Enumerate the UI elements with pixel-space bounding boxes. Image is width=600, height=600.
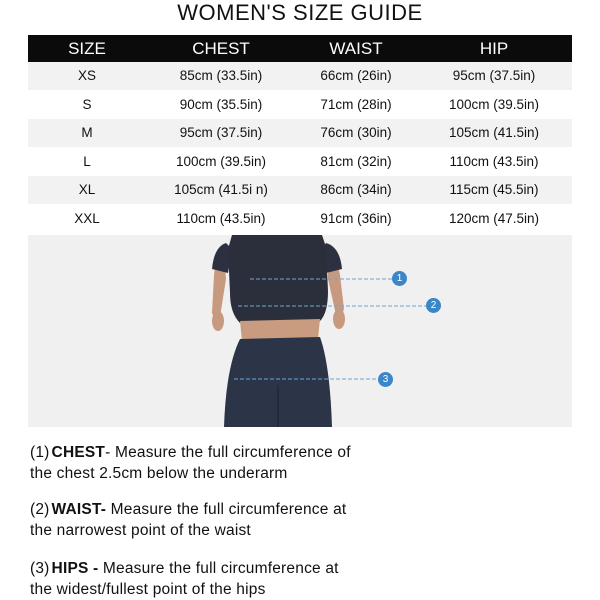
waist-cell: 76cm (30in) bbox=[296, 119, 416, 148]
size-cell: M bbox=[28, 119, 146, 148]
instruction-line1: Measure the full circumference at bbox=[106, 501, 347, 518]
hip-cell: 95cm (37.5in) bbox=[416, 62, 572, 90]
header-waist: WAIST bbox=[296, 35, 416, 62]
instruction-line2: the chest 2.5cm below the underarm bbox=[30, 465, 288, 482]
size-cell: XS bbox=[28, 62, 146, 90]
model-photo bbox=[28, 235, 572, 427]
hip-cell: 110cm (43.5in) bbox=[416, 147, 572, 176]
table-row bbox=[28, 176, 572, 205]
chest-marker: 1 bbox=[392, 271, 407, 286]
size-cell: L bbox=[28, 147, 146, 176]
size-cell: XXL bbox=[28, 204, 146, 233]
instruction-number: (2) bbox=[30, 501, 50, 518]
instruction-line2: the narrowest point of the waist bbox=[30, 522, 251, 539]
hips-instruction bbox=[30, 558, 339, 600]
chest-cell: 90cm (35.5in) bbox=[146, 90, 296, 119]
table-row bbox=[28, 90, 572, 119]
table-row bbox=[28, 62, 572, 90]
header-size: SIZE bbox=[28, 35, 146, 62]
header-chest: CHEST bbox=[146, 35, 296, 62]
table-row bbox=[28, 147, 572, 176]
instruction-line1: Measure the full circumference at bbox=[98, 560, 339, 577]
instruction-number: (1) bbox=[30, 444, 50, 461]
hip-cell: 100cm (39.5in) bbox=[416, 90, 572, 119]
waist-cell: 86cm (34in) bbox=[296, 176, 416, 205]
size-cell: XL bbox=[28, 176, 146, 205]
instruction-keyword: HIPS - bbox=[51, 560, 99, 577]
chest-cell: 95cm (37.5in) bbox=[146, 119, 296, 148]
table-row bbox=[28, 204, 572, 233]
instruction-keyword: CHEST bbox=[51, 444, 106, 461]
hip-cell: 120cm (47.5in) bbox=[416, 204, 572, 233]
page-title: WOMEN'S SIZE GUIDE bbox=[177, 0, 423, 25]
chest-instruction bbox=[30, 442, 351, 484]
instruction-number: (3) bbox=[30, 560, 50, 577]
hip-marker: 3 bbox=[378, 372, 393, 387]
size-table bbox=[28, 35, 572, 233]
chest-cell: 85cm (33.5in) bbox=[146, 62, 296, 90]
table-header-row bbox=[28, 35, 572, 62]
chest-cell: 100cm (39.5in) bbox=[146, 147, 296, 176]
instruction-line1: - Measure the full circumference of bbox=[105, 444, 351, 461]
hip-cell: 115cm (45.5in) bbox=[416, 176, 572, 205]
instruction-keyword: WAIST- bbox=[51, 501, 107, 518]
waist-cell: 91cm (36in) bbox=[296, 204, 416, 233]
model-figure bbox=[28, 235, 572, 427]
waist-marker: 2 bbox=[426, 298, 441, 313]
table-row bbox=[28, 119, 572, 148]
chest-cell: 105cm (41.5i n) bbox=[146, 176, 296, 205]
waist-cell: 66cm (26in) bbox=[296, 62, 416, 90]
size-cell: S bbox=[28, 90, 146, 119]
instruction-line2: the widest/fullest point of the hips bbox=[30, 581, 266, 598]
hip-cell: 105cm (41.5in) bbox=[416, 119, 572, 148]
waist-cell: 71cm (28in) bbox=[296, 90, 416, 119]
chest-cell: 110cm (43.5in) bbox=[146, 204, 296, 233]
header-hip: HIP bbox=[416, 35, 572, 62]
waist-cell: 81cm (32in) bbox=[296, 147, 416, 176]
waist-instruction bbox=[30, 499, 346, 541]
